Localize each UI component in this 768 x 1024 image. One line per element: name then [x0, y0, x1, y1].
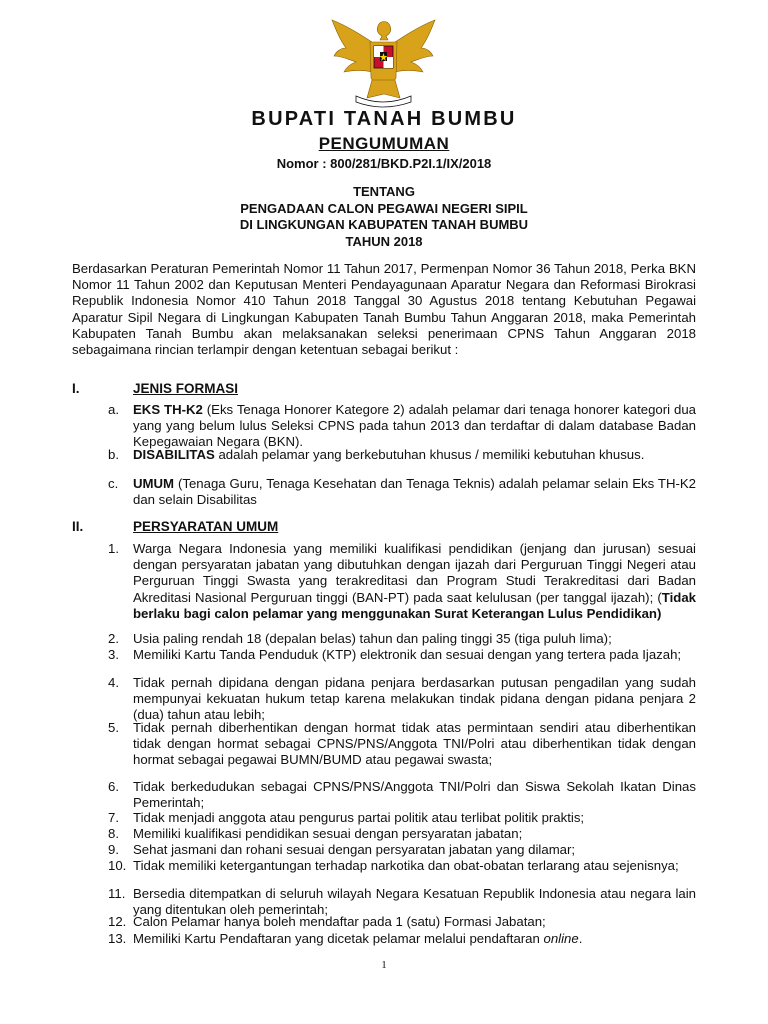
- formation-desc: (Tenaga Guru, Tenaga Kesehatan dan Tenaga Teknis) adalah pelamar selain Eks TH-K2 dan selain Disabilitas: [133, 476, 696, 508]
- list-item: [133, 447, 696, 463]
- formation-term: UMUM: [133, 476, 175, 491]
- subject-line: DI LINGKUNGAN KABUPATEN TANAH BUMBU: [239, 217, 529, 232]
- subject-line: TENTANG: [353, 184, 415, 199]
- requirement-emphasis: online: [543, 931, 579, 946]
- section-1-title: JENIS FORMASI: [133, 381, 239, 396]
- list-label: 9.: [108, 842, 119, 857]
- formation-term: EKS TH-K2: [133, 402, 203, 417]
- subject-line: TAHUN 2018: [345, 233, 423, 249]
- list-label: 4.: [108, 675, 119, 690]
- formation-term: DISABILITAS: [133, 447, 215, 462]
- list-item: Memiliki Kartu Tanda Penduduk (KTP) elektronik dan sesuai dengan yang tertera pada Ijazah;: [133, 647, 682, 662]
- document-subject: [0, 184, 768, 250]
- list-label: 11.: [108, 886, 126, 901]
- list-label: 5.: [108, 720, 119, 735]
- subject-line: PENGADAAN CALON PEGAWAI NEGERI SIPIL: [240, 200, 528, 216]
- formation-desc: adalah pelamar yang berkebutuhan khusus / memiliki kebutuhan khusus.: [214, 447, 645, 462]
- list-label: 12.: [108, 914, 127, 929]
- list-label: a.: [108, 402, 119, 417]
- intro-paragraph: Berdasarkan Peraturan Pemerintah Nomor 11 Tahun 2017, Permenpan Nomor 36 Tahun 2018, Perka BKN Nomor 11 Tahun 2002 dan Keputusan Menteri Pendayagunaan Aparatur Negara dan Reformasi Birokrasi Republik Indonesia Nomor 410 Tahun 2018 Tanggal 30 Agustus 2018 tentang Kebutuhan Pegawai Aparatur Sipil Negara di Lingkungan Kabupaten Tanah Bumbu Tahun Anggaran 2018, maka Pemerintah Kabupaten Tanah Bumbu akan melaksanakan seleksi penerimaan CPNS Tahun Anggaran 2018 sebagaimana rincian terlampir dengan ketentuan sebagai berikut :: [72, 261, 696, 358]
- requirement-note: Tidak berlaku bagi calon pelamar yang menggunakan Surat Keterangan Lulus Pendidikan): [133, 589, 696, 621]
- requirement-text: Warga Negara Indonesia yang memiliki kualifikasi pendidikan (jenjang dan jurusan) sesuai dengan persyaratan jabatan yang dibutuhkan dengan ijazah dari Perguruan Tinggi Negeri atau Perguruan Tinggi Swasta yang terakreditasi dan Program Studi Terakreditasi dari Badan Akreditasi Nasional Perguruan tinggi (BAN-PT) pada saat kelulusan (per tanggal ijazah); (: [133, 541, 696, 605]
- section-2-title: PERSYARATAN UMUM: [133, 519, 279, 534]
- requirement-end: .: [578, 931, 583, 946]
- list-label: 3.: [108, 647, 119, 662]
- list-label: c.: [108, 476, 119, 491]
- requirement-text: Memiliki Kartu Pendaftaran yang dicetak pelamar melalui pendaftaran: [133, 931, 544, 946]
- list-item: Sehat jasmani dan rohani sesuai dengan persyaratan jabatan yang dilamar;: [133, 842, 576, 857]
- list-item: [133, 402, 696, 451]
- list-item: [133, 476, 696, 508]
- list-item: Tidak berkedudukan sebagai CPNS/PNS/Anggota TNI/Polri dan Siswa Sekolah Ikatan Dinas Pemerintah;: [133, 779, 696, 811]
- list-label: 1.: [108, 541, 119, 556]
- list-label: 8.: [108, 826, 119, 841]
- list-item: Tidak pernah dipidana dengan pidana penjara berdasarkan putusan pengadilan yang sudah mempunyai kekuatan hukum tetap karena melakukan tindak pidana dengan pidana penjara 2 (dua) tahun atau lebih;: [133, 675, 696, 723]
- document-type-title: PENGUMUMAN: [318, 134, 450, 153]
- list-item: [133, 931, 696, 947]
- list-item: Calon Pelamar hanya boleh mendaftar pada 1 (satu) Formasi Jabatan;: [133, 914, 546, 929]
- list-label: 7.: [108, 810, 119, 825]
- list-item: [133, 541, 696, 622]
- list-label: 13.: [108, 931, 127, 946]
- list-item: Tidak menjadi anggota atau pengurus partai politik atau terlibat politik praktis;: [133, 810, 585, 825]
- section-2-number: II.: [72, 519, 84, 534]
- list-label: b.: [108, 447, 119, 462]
- list-label: 10.: [108, 858, 127, 873]
- document-number: Nomor : 800/281/BKD.P2I.1/IX/2018: [276, 156, 492, 171]
- list-item: Bersedia ditempatkan di seluruh wilayah Negara Kesatuan Republik Indonesia atau negara lain yang ditentukan oleh pemerintah;: [133, 886, 696, 918]
- garuda-emblem-icon: [326, 18, 441, 108]
- institution-title: BUPATI TANAH BUMBU: [251, 108, 517, 130]
- list-item: Tidak memiliki ketergantungan terhadap narkotika dan obat-obatan terlarang atau sejenisnya;: [133, 858, 679, 873]
- section-1-number: I.: [72, 381, 80, 396]
- page-number: 1: [381, 959, 387, 971]
- list-item: Tidak pernah diberhentikan dengan hormat tidak atas permintaan sendiri atau diberhentikan tidak dengan hormat sebagai CPNS/PNS/Anggota TNI/Polri atau diberhentikan tidak dengan hormat sebagai pegawai BUMN/BUMD atau pegawai swasta;: [133, 720, 696, 768]
- formation-desc: (Eks Tenaga Honorer Kategore 2) adalah pelamar dari tenaga honorer kategori dua yang yang belum lulus Seleksi CPNS pada tahun 2013 dan terdaftar di dalam database Badan Kepegawaian Negara (BKN).: [133, 402, 697, 450]
- list-item: Usia paling rendah 18 (depalan belas) tahun dan paling tinggi 35 (tiga puluh lima);: [133, 631, 612, 646]
- list-label: 6.: [108, 779, 119, 794]
- list-item: Memiliki kualifikasi pendidikan sesuai dengan persyaratan jabatan;: [133, 826, 523, 841]
- list-label: 2.: [108, 631, 119, 646]
